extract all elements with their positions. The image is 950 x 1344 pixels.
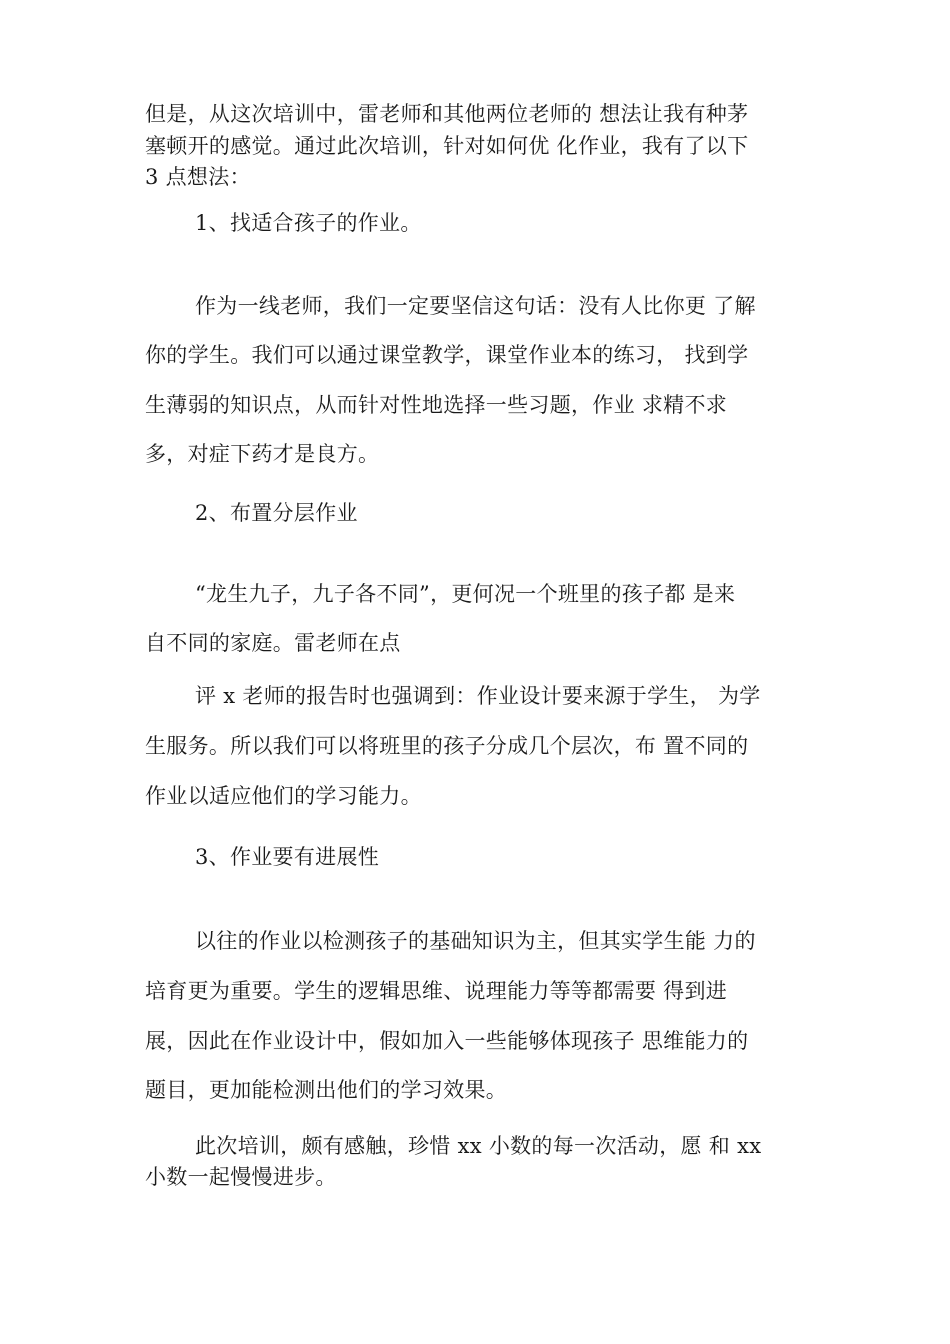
heading-text: 1、找适合孩子的作业。 <box>195 211 422 235</box>
text-line: 以往的作业以检测孩子的基础知识为主，但其实学生能 力的 <box>195 929 756 953</box>
text-line: 生薄弱的知识点，从而针对性地选择一些习题，作业 求精不求 <box>145 393 728 417</box>
text-line: 作业以适应他们的学习能力。 <box>145 784 422 808</box>
heading-text: 2、布置分层作业 <box>195 501 358 525</box>
text-line: “龙生九子，九子各不同”，更何况一个班里的孩子都 是来 <box>195 582 736 606</box>
text-line: 题目，更加能检测出他们的学习效果。 <box>145 1078 508 1102</box>
text-line: 但是，从这次培训中，雷老师和其他两位老师的 想法让我有种茅 <box>145 102 749 126</box>
text-line: 作为一线老师，我们一定要坚信这句话：没有人比你更 了解 <box>195 294 756 318</box>
text-line: 3 点想法： <box>145 165 251 189</box>
heading-text: 3、作业要有进展性 <box>195 845 380 869</box>
text-line: 小数一起慢慢进步。 <box>145 1165 337 1189</box>
text-line: 你的学生。我们可以通过课堂教学，课堂作业本的练习， 找到学 <box>145 343 749 367</box>
text-line: 此次培训，颇有感触，珍惜 xx 小数的每一次活动，愿 和 xx <box>195 1134 762 1158</box>
text-line: 培育更为重要。学生的逻辑思维、说理能力等等都需要 得到进 <box>145 979 728 1003</box>
text-line: 评 x 老师的报告时也强调到：作业设计要来源于学生， 为学 <box>195 684 761 708</box>
text-line: 展，因此在作业设计中，假如加入一些能够体现孩子 思维能力的 <box>145 1029 749 1053</box>
text-line: 生服务。所以我们可以将班里的孩子分成几个层次，布 置不同的 <box>145 734 749 758</box>
text-line: 多，对症下药才是良方。 <box>145 442 380 466</box>
text-line: 自不同的家庭。雷老师在点 <box>145 631 401 655</box>
text-line: 塞顿开的感觉。通过此次培训，针对如何优 化作业，我有了以下 <box>145 134 749 158</box>
